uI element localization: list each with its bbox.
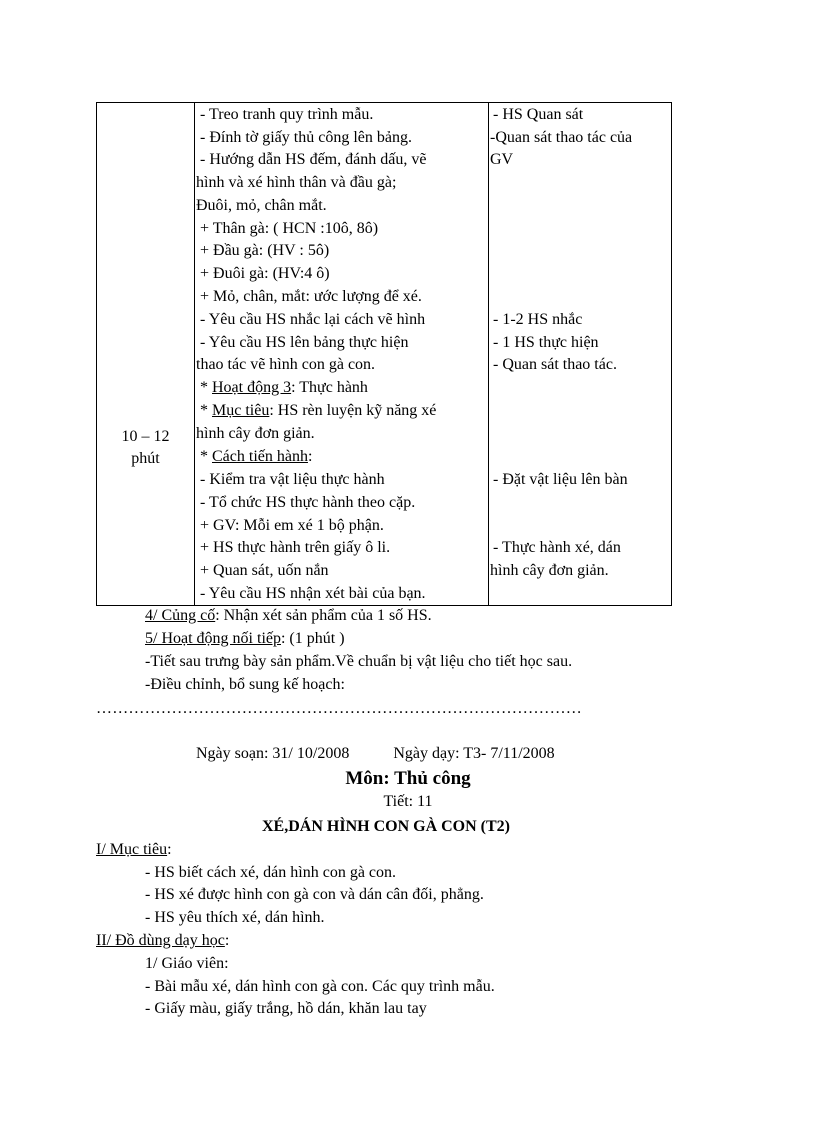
teacher-line: + Quan sát, uốn nắn — [200, 562, 329, 579]
column-divider-1 — [194, 103, 195, 605]
teacher-line: - Yêu cầu HS nhận xét bài của bạn. — [200, 585, 426, 602]
teacher-line: + Thân gà: ( HCN :10ô, 8ô) — [200, 220, 379, 237]
procedure-heading: * Cách tiến hành: — [200, 448, 313, 465]
teacher-line: Đuôi, mỏ, chân mắt. — [196, 197, 327, 214]
objective-item: - HS yêu thích xé, dán hình. — [145, 909, 325, 926]
teacher-materials-subheading: 1/ Giáo viên: — [145, 955, 229, 972]
column-divider-2 — [488, 103, 489, 605]
teacher-line: hình và xé hình thân và đầu gà; — [196, 174, 397, 191]
objective-item: - HS biết cách xé, dán hình con gà con. — [145, 864, 397, 881]
teacher-line: thao tác vẽ hình con gà con. — [196, 356, 376, 373]
consolidation-line: 4/ Củng cố: Nhận xét sản phẩm của 1 số HS. — [145, 607, 432, 624]
teacher-line: + Đầu gà: (HV : 5ô) — [200, 242, 330, 259]
teacher-line: - Treo tranh quy trình mẫu. — [200, 106, 374, 123]
student-line: - HS Quan sát — [493, 106, 584, 123]
teacher-line: - Tổ chức HS thực hành theo cặp. — [200, 494, 416, 511]
lesson-number: Tiết: 11 — [383, 793, 433, 810]
activity-3-heading: * Hoạt động 3: Thực hành — [200, 379, 368, 396]
student-line: GV — [490, 151, 514, 168]
teacher-line: - Hướng dẫn HS đếm, đánh dấu, vẽ — [200, 151, 427, 168]
teacher-line: - Đính tờ giấy thủ công lên bảng. — [200, 129, 412, 146]
next-lesson-note: -Tiết sau trưng bày sản phẩm.Về chuẩn bị vật liệu cho tiết học sau. — [145, 653, 573, 670]
time-cell-line-1: 10 – 12 — [121, 428, 170, 445]
teacher-line: - Yêu cầu HS lên bảng thực hiện — [200, 334, 409, 351]
material-item: - Giấy màu, giấy trắng, hồ dán, khăn lau tay — [145, 1000, 427, 1017]
section-materials-heading: II/ Đồ dùng dạy học: — [96, 932, 230, 949]
time-cell-line-2: phút — [131, 450, 160, 467]
follow-up-line: 5/ Hoạt động nối tiếp: (1 phút ) — [145, 630, 345, 647]
student-line: - Thực hành xé, dán — [493, 539, 621, 556]
student-line: - 1 HS thực hiện — [493, 334, 599, 351]
teacher-line: - Yêu cầu HS nhắc lại cách vẽ hình — [200, 311, 426, 328]
dotted-separator: ……………………………………………………………………………… — [96, 700, 582, 717]
objective-line-2: hình cây đơn giản. — [196, 425, 315, 442]
teacher-line: + Mỏ, chân, mắt: ước lượng để xé. — [200, 288, 422, 305]
lesson-table — [96, 102, 672, 606]
plan-adjustment: -Điều chỉnh, bổ sung kế hoạch: — [145, 676, 345, 693]
section-objectives-heading: I/ Mục tiêu: — [96, 841, 172, 858]
student-line: hình cây đơn giản. — [490, 562, 609, 579]
material-item: - Bài mẫu xé, dán hình con gà con. Các quy trình mẫu. — [145, 978, 495, 995]
student-line: -Quan sát thao tác của — [490, 129, 633, 146]
student-line: - Quan sát thao tác. — [493, 356, 617, 373]
date-line: Ngày soạn: 31/ 10/2008 Ngày dạy: T3- 7/11/2008 — [196, 745, 555, 762]
lesson-title: XÉ,DÁN HÌNH CON GÀ CON (T2) — [262, 818, 510, 835]
teacher-line: - Kiểm tra vật liệu thực hành — [200, 471, 385, 488]
objective-line: * Mục tiêu: HS rèn luyện kỹ năng xé — [200, 402, 437, 419]
student-line: - Đặt vật liệu lên bàn — [493, 471, 628, 488]
teacher-line: + HS thực hành trên giấy ô li. — [200, 539, 391, 556]
objective-item: - HS xé được hình con gà con và dán cân đối, phẳng. — [145, 886, 484, 903]
subject-title: Môn: Thủ công — [345, 768, 471, 789]
teacher-line: + Đuôi gà: (HV:4 ô) — [200, 265, 330, 282]
teacher-line: + GV: Mỗi em xé 1 bộ phận. — [200, 517, 384, 534]
student-line: - 1-2 HS nhắc — [493, 311, 583, 328]
